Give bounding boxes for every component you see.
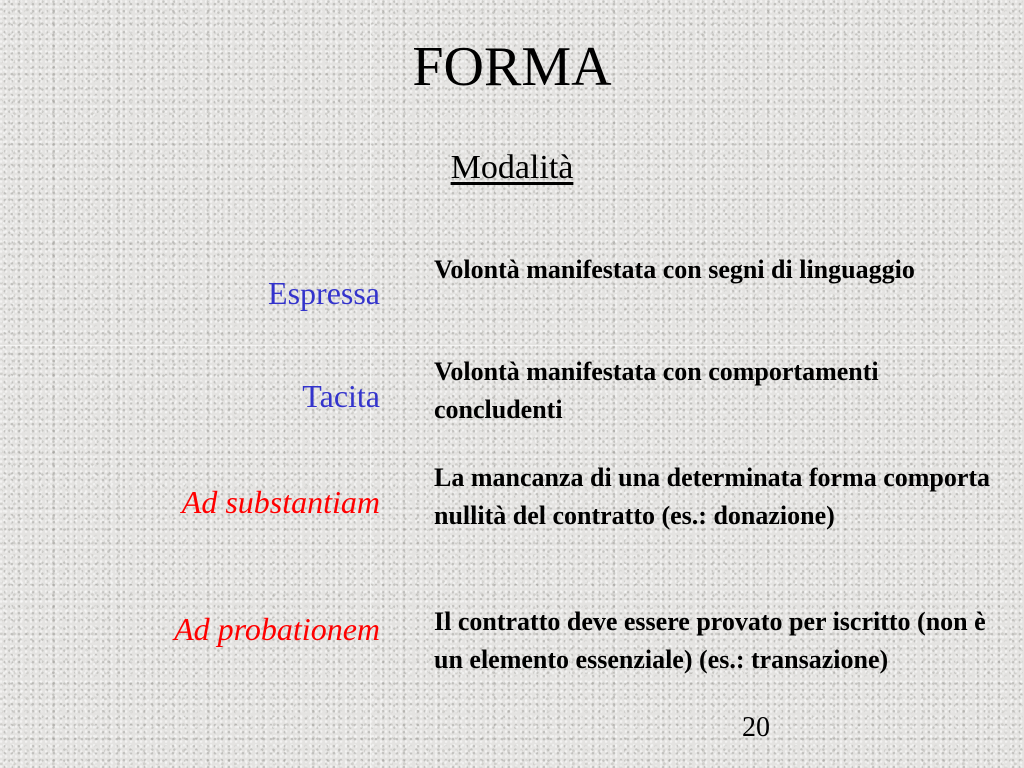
slide-title: FORMA: [412, 36, 612, 98]
page-number: 20: [742, 712, 770, 743]
description-ad-substantiam: La mancanza di una determinata forma comporta nullità del contratto (es.: donazione): [434, 463, 991, 530]
subtitle-text: Modalità: [450, 149, 574, 186]
term-ad-probationem: Ad probationem: [174, 611, 380, 647]
description-tacita: Volontà manifestata con comportamenti concludenti: [434, 357, 879, 424]
term-espressa: Espressa: [268, 275, 380, 311]
slide-subtitle: [0, 146, 1024, 190]
description-ad-probationem: Il contratto deve essere provato per iscritto (non è un elemento essenziale) (es.: transazione): [434, 607, 986, 674]
term-ad-substantiam: Ad substantiam: [181, 484, 380, 520]
description-espressa: Volontà manifestata con segni di linguaggio: [434, 255, 915, 284]
term-tacita: Tacita: [302, 378, 380, 414]
background-grid-line: [0, 345, 1024, 346]
